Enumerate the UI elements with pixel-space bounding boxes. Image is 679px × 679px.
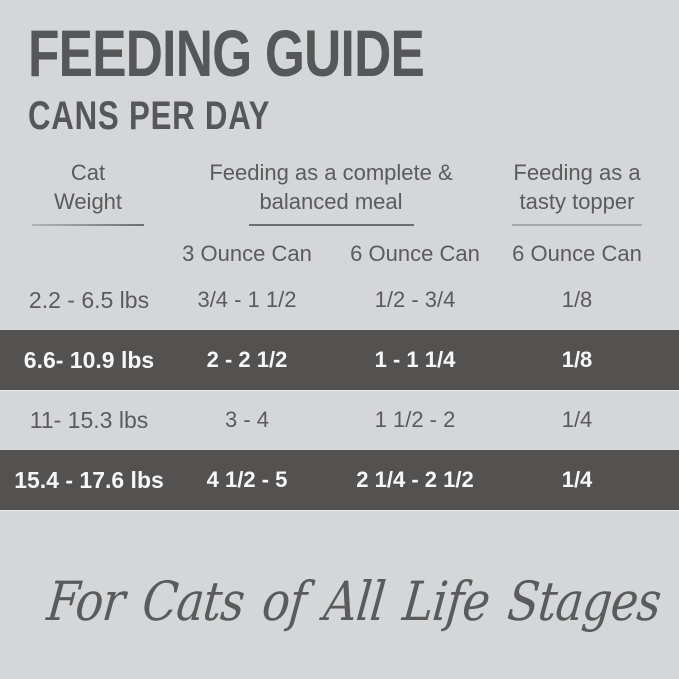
topper-cell: 1/4 [561, 407, 593, 432]
column-header-complete-meal [201, 158, 461, 226]
can6-cell: 1 - 1 1/4 [374, 347, 456, 372]
column-header-line: Cat [70, 160, 106, 185]
table-row-highlighted [0, 450, 679, 510]
column-header-line: Weight [53, 189, 123, 214]
column-header-line: tasty topper [519, 189, 635, 214]
topper-cell: 1/8 [561, 347, 593, 372]
can6-cell: 2 1/4 - 2 1/2 [356, 467, 474, 492]
topper-cell: 1/4 [561, 467, 593, 492]
column-header-tasty-topper [497, 158, 657, 226]
weight-cell: 6.6- 10.9 lbs [23, 346, 155, 373]
column-header-line: Feeding as a complete & [209, 160, 453, 185]
subheader-topper-6-ounce-can: 6 Ounce Can [512, 241, 642, 266]
can3-cell: 3 - 4 [224, 407, 270, 432]
can6-cell: 1/2 - 3/4 [374, 287, 456, 312]
table-row [0, 270, 679, 330]
weight-cell: 15.4 - 17.6 lbs [14, 466, 164, 493]
topper-cell: 1/8 [561, 287, 593, 312]
page-title: FEEDING GUIDE [28, 16, 425, 90]
feeding-table-body [0, 270, 679, 510]
subheader-6-ounce-can: 6 Ounce Can [350, 241, 480, 266]
can6-cell: 1 1/2 - 2 [374, 407, 456, 432]
page-subtitle: CANS PER DAY [28, 94, 271, 138]
weight-cell: 2.2 - 6.5 lbs [28, 286, 150, 313]
subheader-3-ounce-can: 3 Ounce Can [182, 241, 312, 266]
header-underline [32, 224, 144, 226]
can3-cell: 4 1/2 - 5 [206, 467, 288, 492]
can3-cell: 2 - 2 1/2 [206, 347, 288, 372]
table-row-highlighted [0, 330, 679, 390]
header-underline [249, 224, 414, 226]
column-header-line: balanced meal [259, 189, 403, 214]
column-header-line: Feeding as a [513, 160, 641, 185]
table-row [0, 390, 679, 450]
column-header-cat-weight [8, 158, 168, 226]
can3-cell: 3/4 - 1 1/2 [197, 287, 297, 312]
tagline-script: For Cats of All Life Stages [44, 570, 664, 633]
header-underline [512, 224, 642, 226]
weight-cell: 11- 15.3 lbs [29, 406, 149, 433]
